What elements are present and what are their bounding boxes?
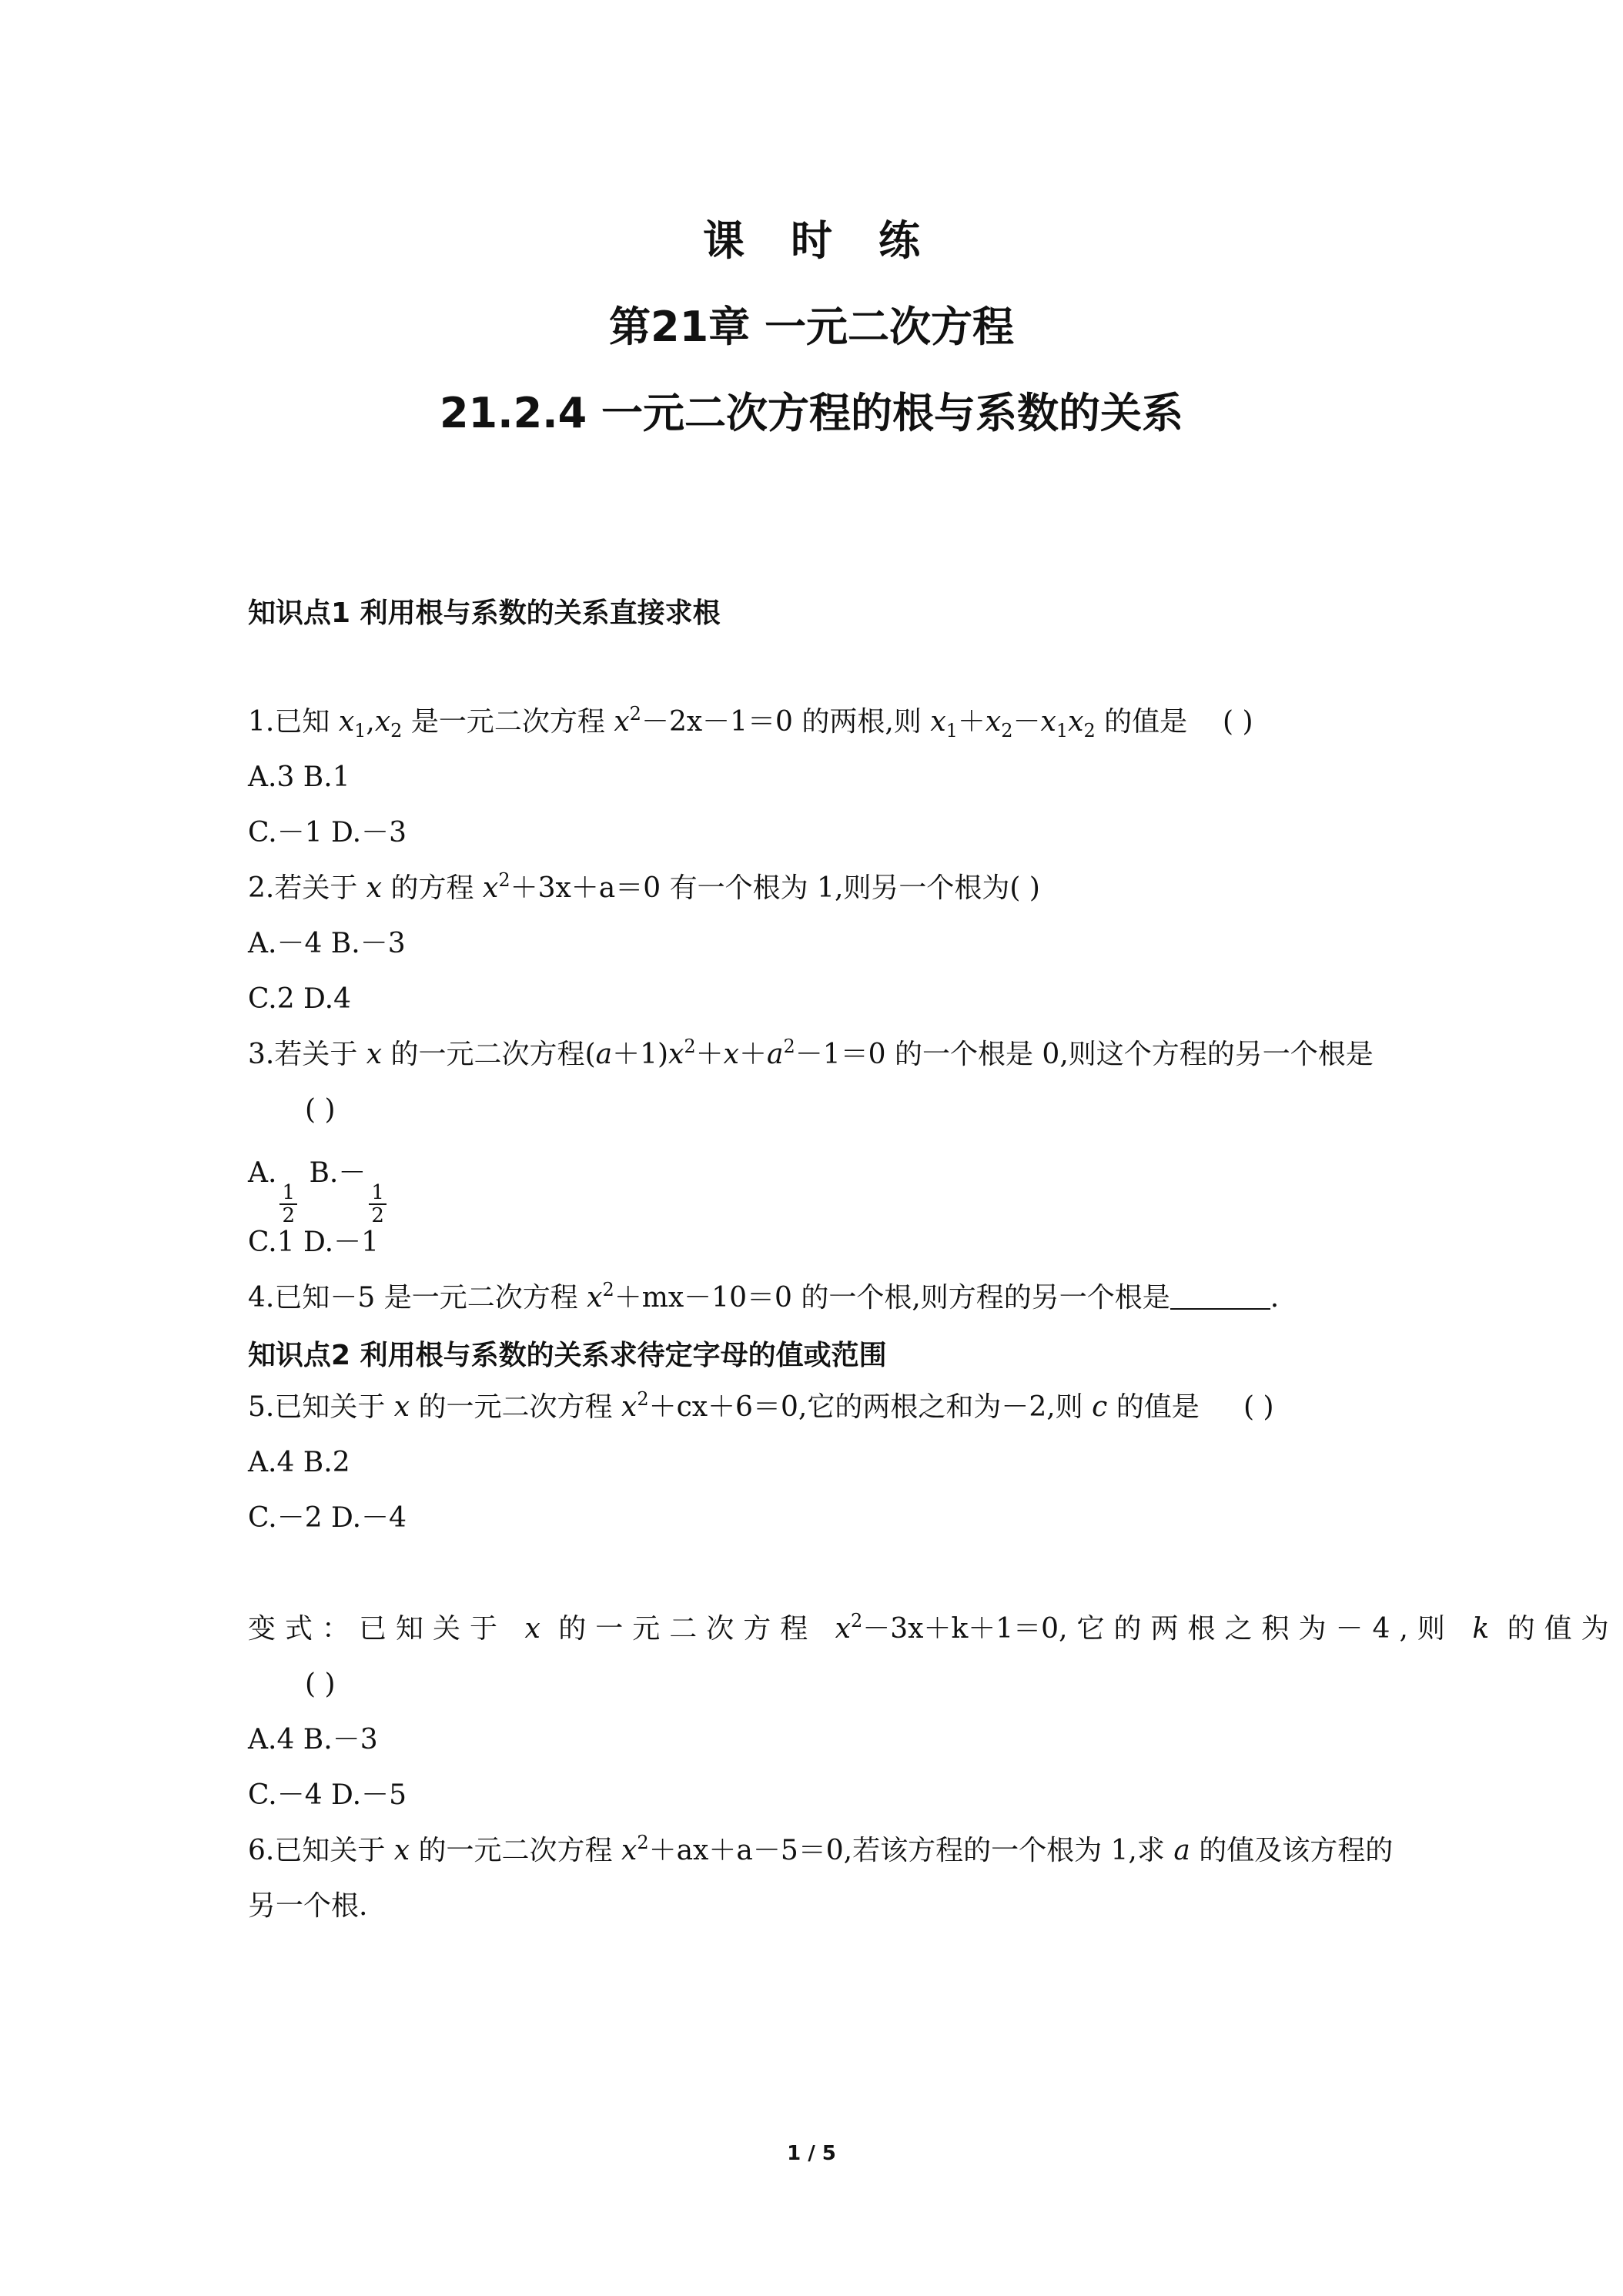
section-title: 21.2.4 一元二次方程的根与系数的关系: [439, 389, 1184, 437]
question-1-options-cd: C.－1 D.－3: [248, 817, 407, 848]
question-6: 6.已知关于 x 的一元二次方程 $x^2+ax+a-5=0$,若该方程的一个根为 1,求 a 的值及该方程的: [248, 1832, 1394, 1866]
fraction-one-half: $\frac{1}{2}$: [369, 1182, 387, 1227]
answer-blank[interactable]: [1170, 1282, 1270, 1310]
question-5-options-ab: A.4 B.2: [248, 1447, 350, 1478]
question-3: 3.若关于 x 的一元二次方程$(a+1)x^2+x+a^2-1=0$ 的一个根是 0,则这个方程的另一个根是: [248, 1036, 1374, 1070]
question-3-options-ab: A. $\frac{1}{2}$ B.－ $\frac{1}{2}$: [248, 1155, 390, 1227]
chapter-title: 第21章 一元二次方程: [609, 303, 1014, 351]
variant-question: 变式：已知关于 x 的一元二次方程 $x^2-3x+k+1=0$,它的两根之积为－4,则 k 的值为: [248, 1610, 1618, 1645]
knowledge-point-2: 知识点2 利用根与系数的关系求待定字母的值或范围: [248, 1340, 887, 1371]
variant-options-cd: C.－4 D.－5: [248, 1779, 407, 1811]
question-4: 4.已知－5 是一元二次方程 $x^2+mx-10=0$ 的一个根,则方程的另一个根是 .: [248, 1279, 1280, 1314]
knowledge-point-1: 知识点1 利用根与系数的关系直接求根: [248, 597, 721, 629]
fraction-one-half: $\frac{1}{2}$: [279, 1182, 297, 1227]
page-title: 课时练: [703, 216, 966, 265]
page-number: 1 / 5: [787, 2142, 836, 2165]
variant-paren: ( ): [305, 1668, 336, 1700]
question-3-options-cd: C.1 D.－1: [248, 1227, 379, 1258]
question-5: 5.已知关于 x 的一元二次方程 $x^2+cx+6=0$,它的两根之和为－2,则 c 的值是 ( ): [248, 1388, 1274, 1423]
question-3-paren: ( ): [305, 1094, 336, 1126]
question-1: 1.已知 $x_1,x_2$ 是一元二次方程 $x^2-2x-1=0$ 的两根,则 $x_1+x_2-x_1x_2$ 的值是 ( ): [248, 703, 1253, 741]
variant-options-ab: A.4 B.－3: [248, 1724, 378, 1755]
question-2: 2.若关于 x 的方程 $x^2+3x+a=0$ 有一个根为 1,则另一个根为( ): [248, 869, 1040, 904]
question-6-line-2: 另一个根.: [248, 1890, 368, 1922]
question-2-options-cd: C.2 D.4: [248, 983, 351, 1015]
question-5-options-cd: C.－2 D.－4: [248, 1502, 407, 1534]
question-1-options-ab: A.3 B.1: [248, 761, 350, 793]
question-2-options-ab: A.－4 B.－3: [248, 928, 406, 959]
